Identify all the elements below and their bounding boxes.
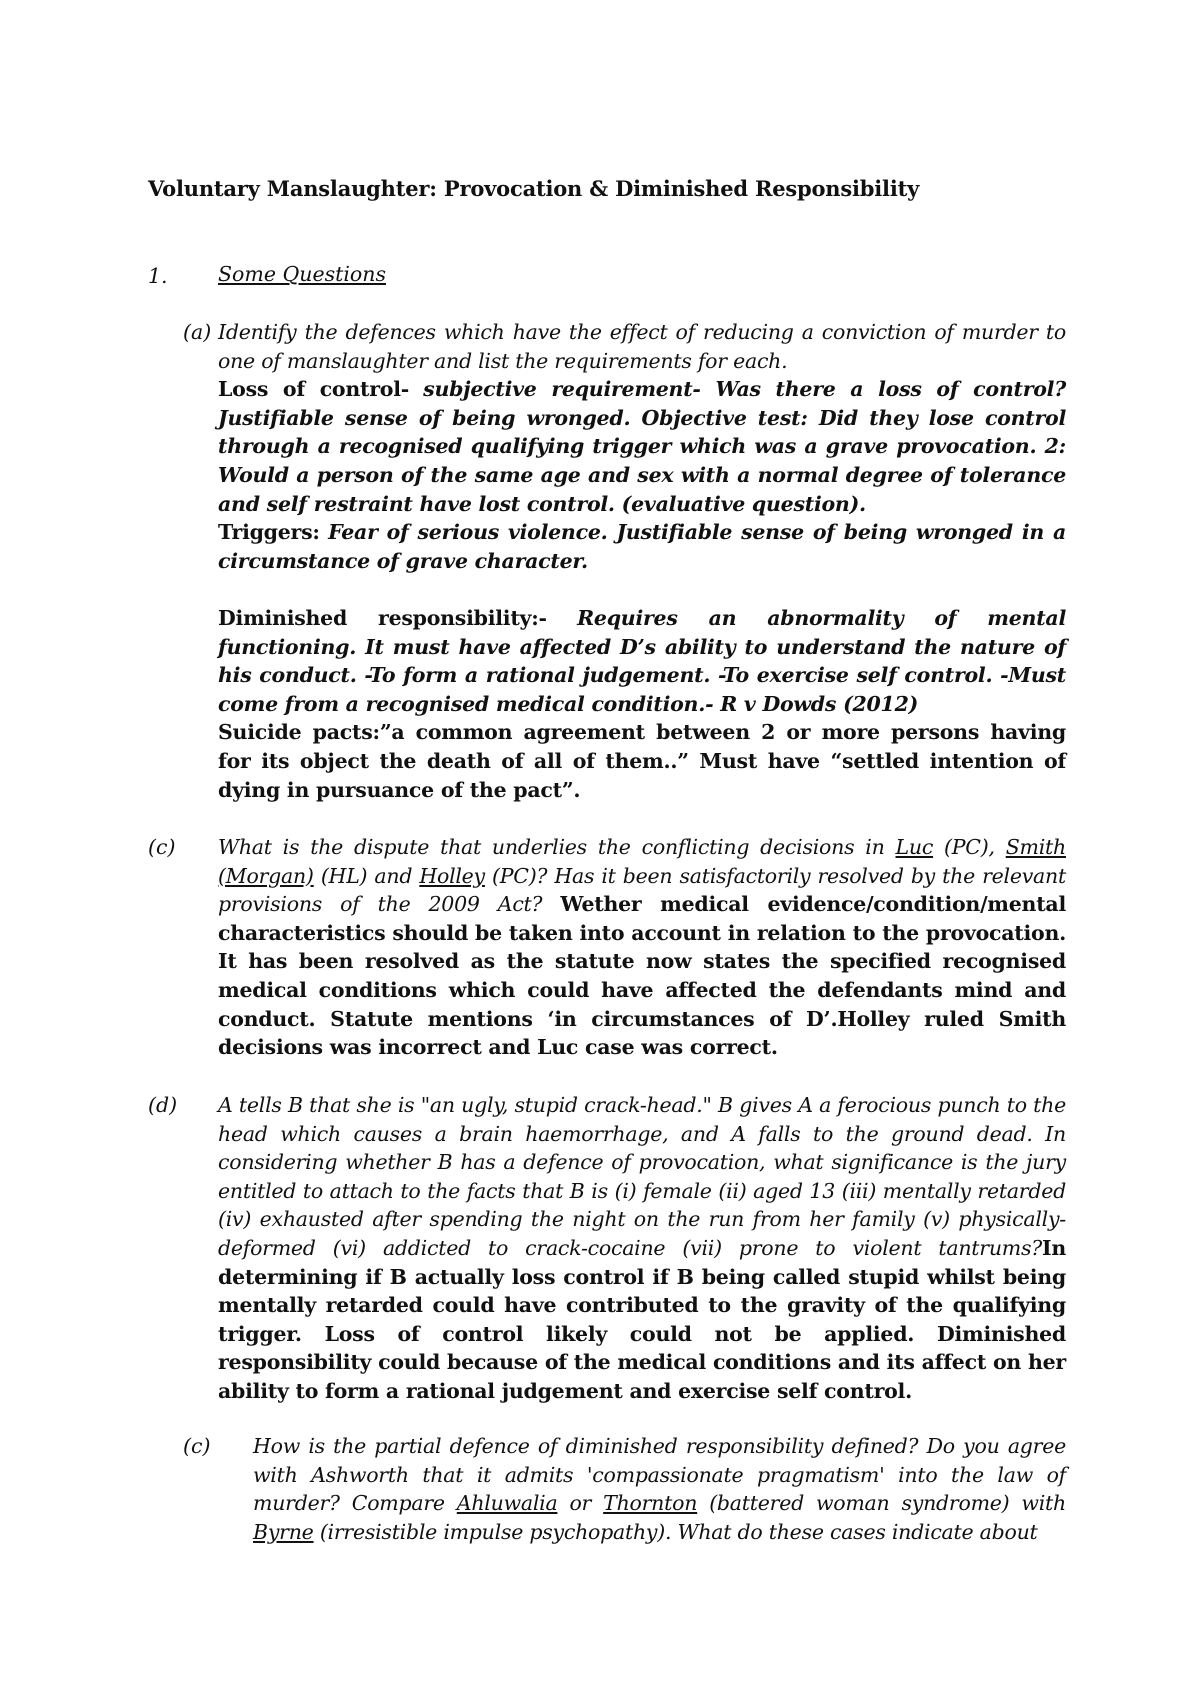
question-c2-label: (c) (183, 1434, 211, 1458)
case-byrne: Byrne (253, 1519, 314, 1544)
question-c-block (218, 833, 1066, 1062)
section-heading: Some Questions (218, 262, 386, 286)
question-c-text-4: (PC)? Has it been satisfactorily resolved by the relevant provisions of the 2009 Act? (218, 863, 1066, 917)
triggers-label: Triggers: (218, 520, 320, 545)
case-holley: Holley (419, 863, 485, 888)
question-c2-text-1: How is the partial defence of diminished responsibility defined? Do you agree with Ashworth that it admits 'compassionate pragmatism' into the law of murder? Compare (253, 1434, 1066, 1516)
question-a-text: Identify the defences which have the effect of reducing a conviction of murder to one of manslaughter and list the requirements for each. (218, 320, 1066, 373)
question-c-text-3: (HL) and (320, 863, 413, 888)
question-c-text-1: What is the dispute that underlies the conflicting decisions in (218, 835, 885, 859)
suicide-pacts-label: Suicide pacts: (218, 720, 380, 745)
case-ahluwalia: Ahluwalia (456, 1491, 558, 1516)
question-c2-text-2: or (569, 1491, 592, 1516)
question-d-label: (d) (148, 1093, 178, 1117)
question-d-block (218, 1091, 1066, 1406)
loss-of-control-label: Loss of control- (218, 377, 409, 402)
question-c-text-2: (PC), (944, 835, 995, 859)
question-c2-block (253, 1432, 1066, 1546)
diminished-responsibility-text: Requires an abnormality of mental functioning. It must have affected D’s ability to understand the nature of his conduct. -To form a rational judgement. -To exercise self control. -Must come from a recognised medical condition.- R v Dowds (2012) (218, 605, 1066, 716)
question-a-label: (a) (183, 320, 212, 344)
question-d-answer: In determining if B actually loss control if B being called stupid whilst being mentally retarded could have contributed to the gravity of the qualifying trigger. Loss of control likely could not be applied. Diminished responsibility could because of the medical conditions and its affect on her ability to form a rational judgement and exercise self control. (218, 1235, 1066, 1403)
case-luc: Luc (895, 835, 934, 859)
case-thornton: Thornton (603, 1491, 698, 1516)
question-d-text: A tells B that she is "an ugly, stupid crack-head." B gives A a ferocious punch to the head which causes a brain haemorrhage, and A falls to the ground dead. In considering whether B has a defence of provocation, what significance is the jury entitled to attach to the facts that B is (i) female (ii) aged 13 (iii) mentally retarded (iv) exhausted after spending the night on the run from her family (v) physically-deformed (vi) addicted to crack-cocaine (vii) prone to violent tantrums? (218, 1093, 1066, 1260)
triggers-text: Fear of serious violence. Justifiable sense of being wronged in a circumstance of grave character. (218, 520, 1066, 573)
question-c-answer: Wether medical evidence/condition/mental characteristics should be taken into account in relation to the provocation. It has been resolved as the statute now states the specified recognised medical conditions which could have affected the defendants mind and conduct. Statute mentions ‘in circumstances of D’.Holley ruled Smith decisions was incorrect and Luc case was correct. (218, 892, 1066, 1060)
case-smith-morgan: Smith (Morgan) (218, 835, 1066, 888)
question-c2-text-3: (battered woman syndrome) with (709, 1491, 1066, 1516)
question-c2-text-4: (irresistible impulse psychopathy). What do these cases indicate about (319, 1519, 1038, 1544)
question-a-block (218, 318, 1066, 804)
question-c-label: (c) (148, 835, 176, 859)
loss-of-control-text: subjective requirement- Was there a loss of control? Justifiable sense of being wronged. Objective test: Did they lose control through a recognised qualifying trigger which was a grave provocation. 2: Would a person of the same age and sex with a normal degree of tolerance and self restraint have lost control. (evaluative question). (218, 377, 1066, 516)
document-title: Voluntary Manslaughter: Provocation & Diminished Responsibility (148, 176, 920, 201)
suicide-pacts-text: ”a common agreement between 2 or more persons having for its object the death of all of them..” Must have “settled intention of dying in pursuance of the pact”. (218, 720, 1066, 802)
section-number: 1. (148, 264, 168, 288)
diminished-responsibility-label: Diminished responsibility:- (218, 605, 547, 630)
